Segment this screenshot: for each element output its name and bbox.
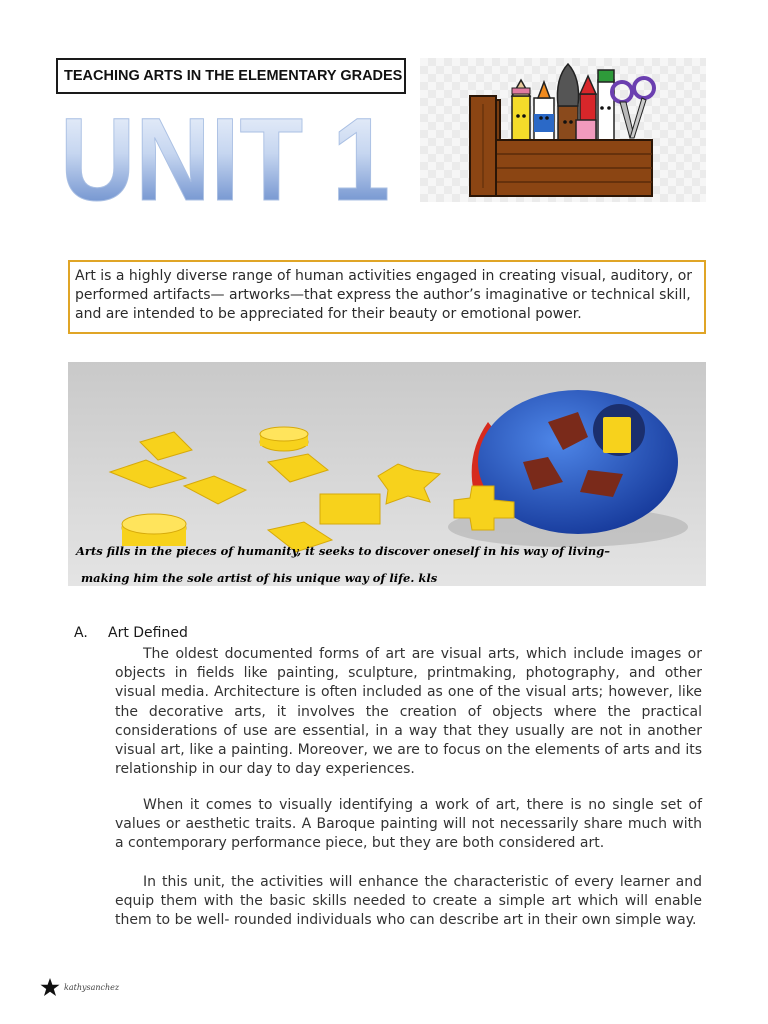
intro-text: Art is a highly diverse range of human activities engaged in creating visual, auditory, or performed artifacts— artworks—that express the author’s imaginative or technical skill, and are intended to be appreciated for their beauty or emotional power. [75,268,693,322]
paragraph-text: The oldest documented forms of art are visual arts, which include images or objects in fields like painting, sculpture, printmaking, photography, and other visual media. Architecture is often included as one of the visual arts; however, like the decorative arts, it involves the creation of objects where the practical considerations of use are essential, in a way that they usually are not in another visual art, like a painting. Moreover, we are to focus on the elements of arts and its relationship in our day to day experiences. [115,646,702,778]
photo-caption-line-2: making him the sole artist of his unique way of life. kls [81,571,438,585]
photo-caption [76,538,706,586]
unit-heading [60,102,400,206]
author-signature: kathysanchez [64,983,120,992]
paragraph-3 [115,873,702,931]
photo-caption-line-1: Arts fills in the pieces of humanity, it seeks to discover oneself in his way of living– [76,544,611,558]
shape-sorter-photo [68,362,706,586]
section-letter: A. [74,625,88,641]
unit-heading-text: UNIT 1 [60,102,390,206]
section-heading [74,625,188,641]
document-title: TEACHING ARTS IN THE ELEMENTARY GRADES [56,58,406,94]
section-title: Art Defined [108,625,188,641]
paragraph-1 [115,645,702,779]
footer [40,978,119,997]
paragraph-text: In this unit, the activities will enhance the characteristic of every learner and equip them with the basic skills needed to create a simple art which will enable them to be well- rounded individuals who can describe art in their own simple way. [115,874,702,929]
paragraph-text: When it comes to visually identifying a work of art, there is no single set of values or aesthetic traits. A Baroque painting will not necessarily share much with a contemporary performance piece, but they are both considered art. [115,797,702,852]
intro-definition-box [68,260,706,334]
paragraph-2 [115,796,702,854]
star-icon [40,978,60,997]
art-supplies-illustration [420,58,706,202]
